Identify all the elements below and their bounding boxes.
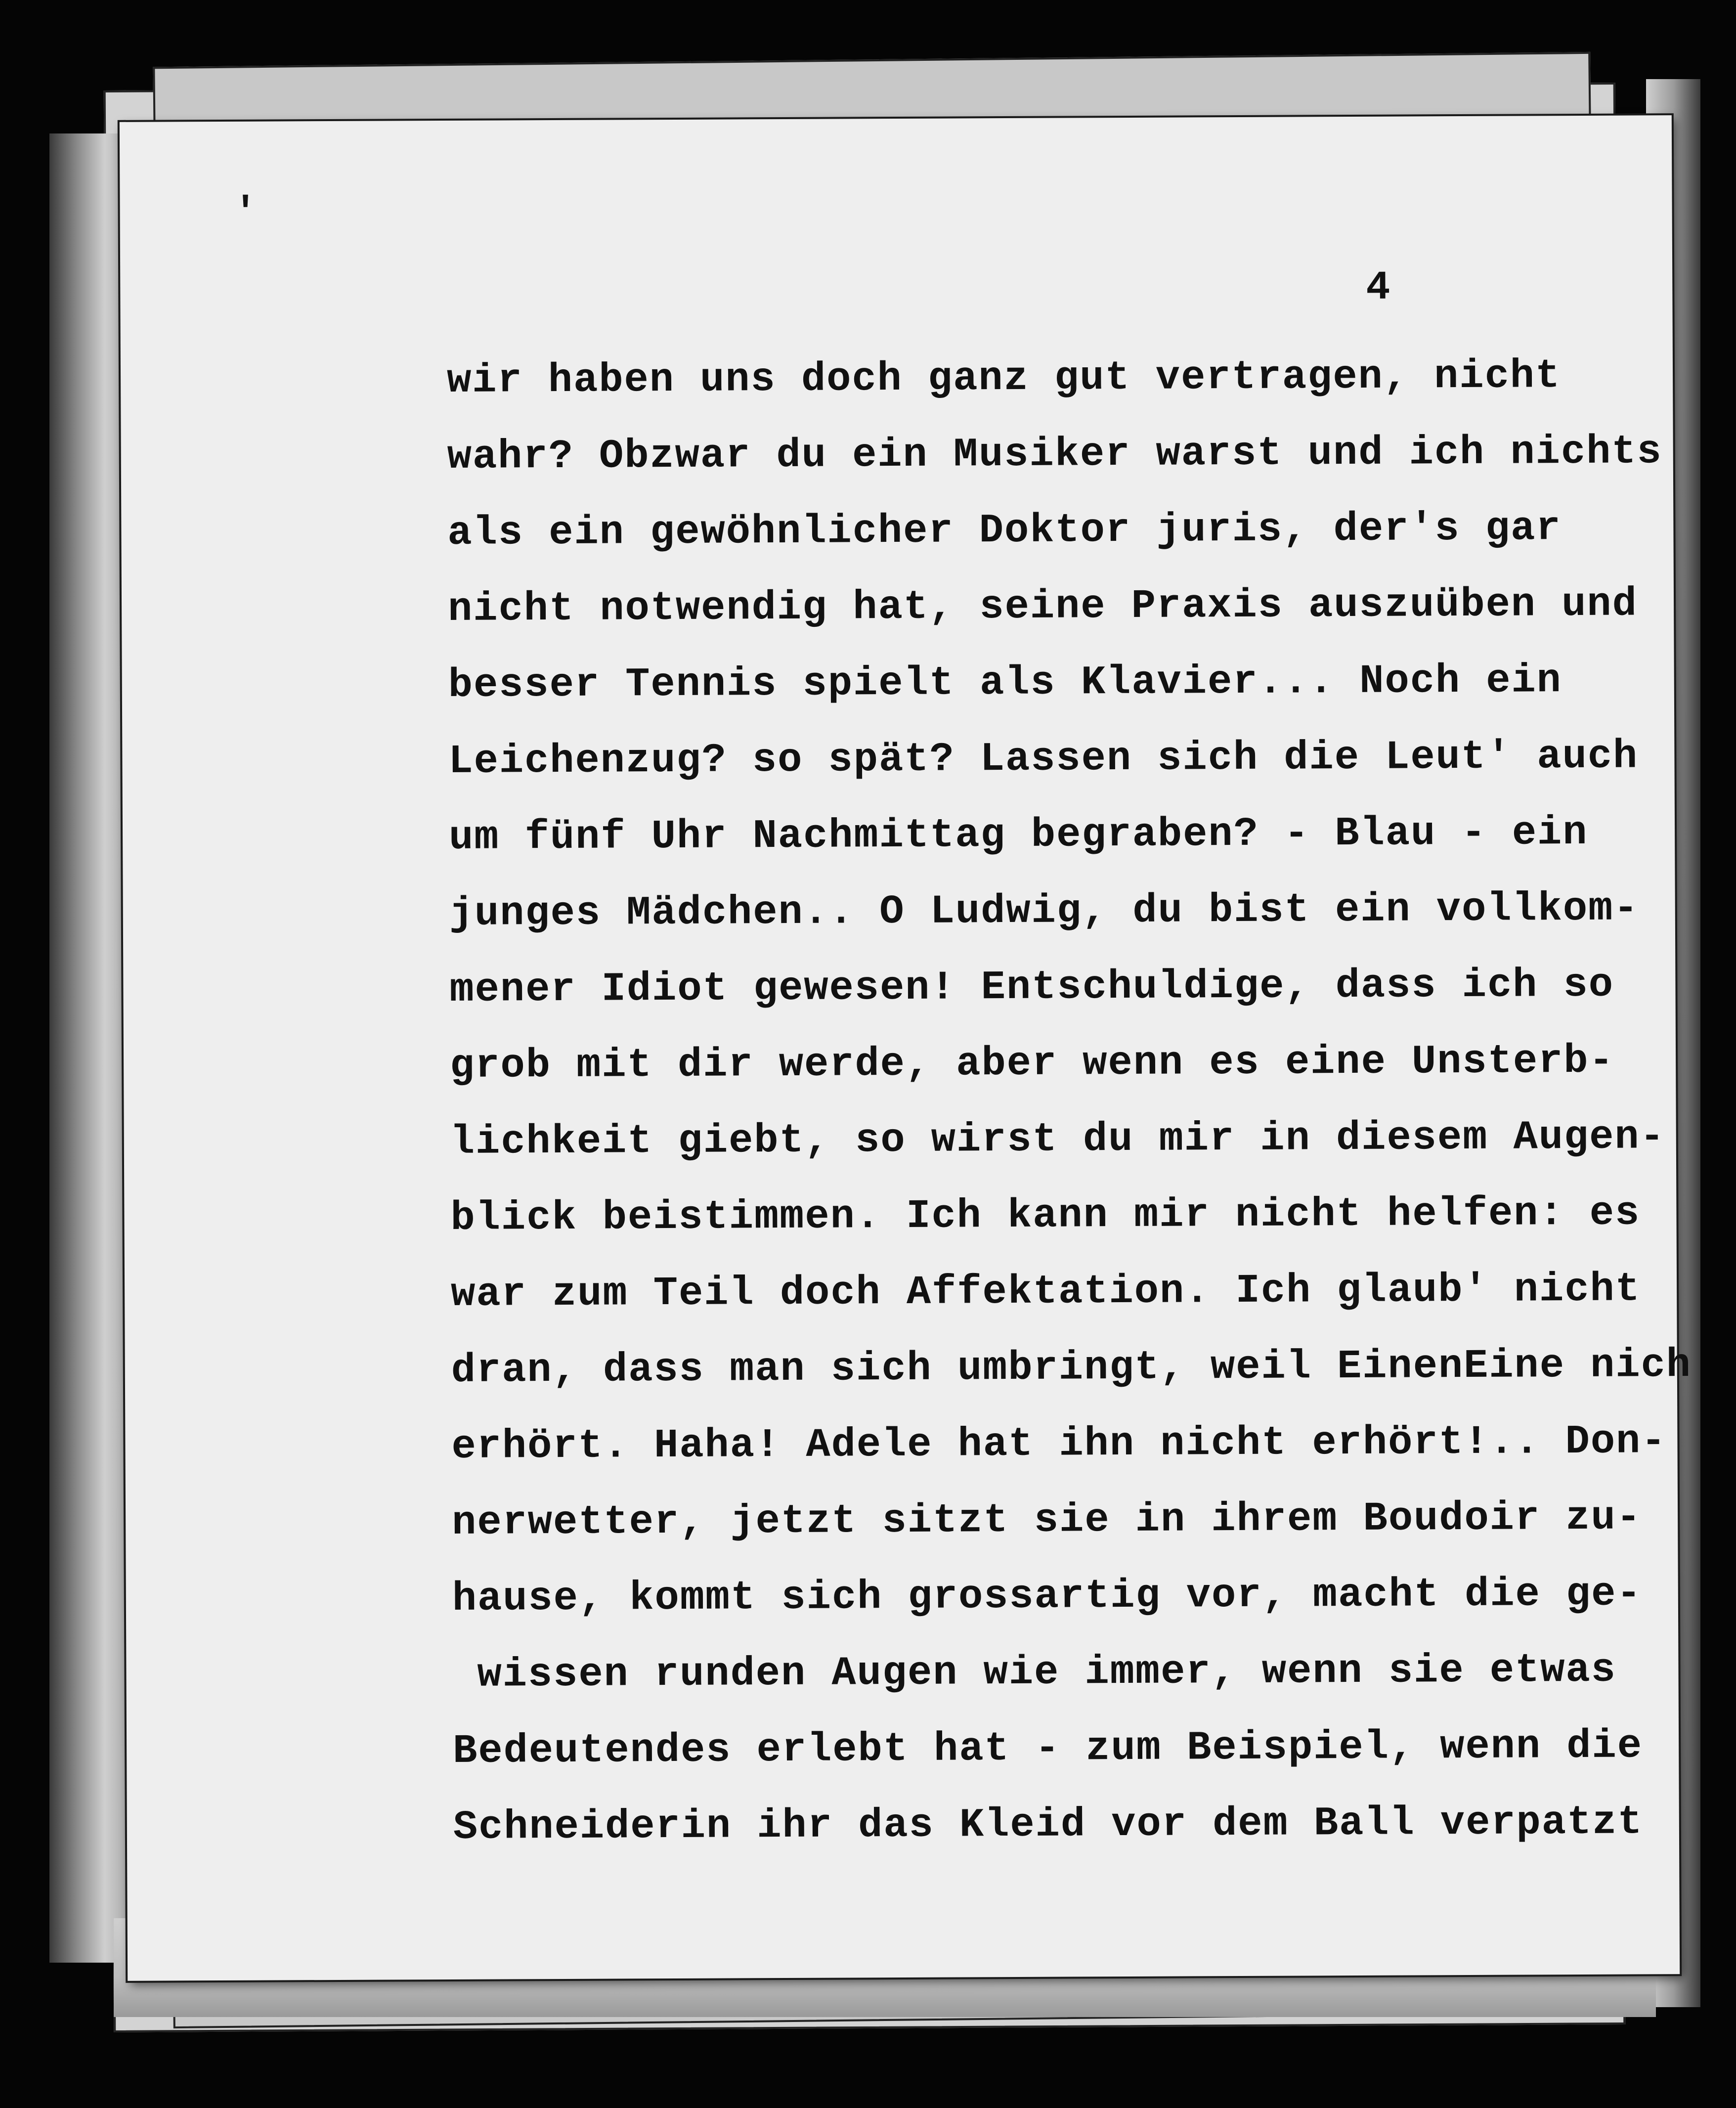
text-line: wissen runden Augen wie immer, wenn sie etwas: [477, 1647, 1617, 1698]
text-line: dran, dass man sich umbringt, weil EinenEine nich: [451, 1342, 1692, 1394]
text-line: wir haben uns doch ganz gut vertragen, nicht: [446, 353, 1561, 404]
text-line: mener Idiot gewesen! Entschuldige, dass ich so: [449, 962, 1614, 1013]
text-line: erhört. Haha! Adele hat ihn nicht erhört!.. Don-: [451, 1418, 1667, 1470]
text-line: hause, kommt sich grossartig vor, macht die ge-: [452, 1571, 1642, 1622]
text-line: als ein gewöhnlicher Doktor juris, der's gar: [447, 505, 1562, 556]
typewritten-page: [120, 115, 1692, 1981]
corner-mark: ': [233, 190, 258, 236]
page-number: 4: [1366, 264, 1390, 311]
text-line: junges Mädchen.. O Ludwig, du bist ein vollkom-: [449, 885, 1639, 937]
text-line: blick beistimmen. Ich kann mir nicht helfen: es: [450, 1190, 1641, 1241]
text-line: nerwetter, jetzt sitzt sie in ihrem Boudoir zu-: [451, 1494, 1642, 1546]
stack-left-edge: [49, 133, 129, 1963]
text-line: Bedeutendes erlebt hat - zum Beispiel, wenn die: [452, 1723, 1643, 1774]
body-text: [446, 338, 1692, 1866]
text-line: lichkeit giebt, so wirst du mir in diesem Augen-: [450, 1114, 1665, 1165]
text-line: grob mit dir werde, aber wenn es eine Unsterb-: [449, 1038, 1614, 1089]
text-line: wahr? Obzwar du ein Musiker warst und ich nichts: [447, 429, 1662, 480]
text-line: um fünf Uhr Nachmittag begraben? - Blau - ein: [448, 809, 1588, 861]
text-line: Leichenzug? so spät? Lassen sich die Leut' auch: [448, 733, 1639, 785]
text-line: besser Tennis spielt als Klavier... Noch ein: [448, 658, 1562, 708]
text-line: Schneiderin ihr das Kleid vor dem Ball verpatzt: [453, 1799, 1643, 1850]
text-line: war zum Teil doch Affektation. Ich glaub' nicht: [450, 1266, 1641, 1318]
text-line: nicht notwendig hat, seine Praxis auszuüben und: [447, 581, 1638, 632]
